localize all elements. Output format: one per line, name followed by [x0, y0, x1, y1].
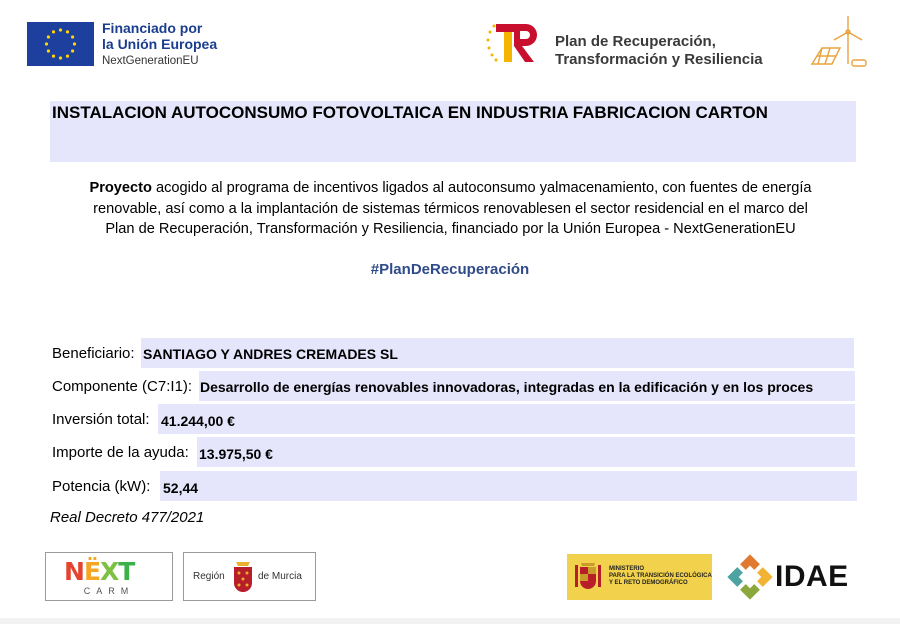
- prtr-line-2: Transformación y Resiliencia: [555, 51, 763, 68]
- beneficiario-value: SANTIAGO Y ANDRES CREMADES SL: [143, 346, 398, 362]
- region-murcia-logo: [183, 552, 316, 601]
- description-line-3: Plan de Recuperación, Transformación y Resiliencia, financiado por la Unión Europea - NextGenerationEU: [105, 221, 796, 237]
- eu-flag-icon: [27, 22, 94, 66]
- wind-solar-icon: [808, 14, 872, 72]
- project-description: [48, 178, 853, 240]
- importe-label: Importe de la ayuda:: [52, 444, 189, 461]
- eu-line-2: la Unión Europea: [102, 36, 218, 53]
- bottom-divider: [0, 618, 900, 624]
- idae-wordmark: IDAE: [775, 560, 849, 593]
- ministerio-logo: [567, 554, 712, 600]
- potencia-label: Potencia (kW):: [52, 478, 151, 495]
- eu-line-3: NextGenerationEU: [102, 55, 199, 68]
- real-decreto: Real Decreto 477/2021: [50, 509, 205, 526]
- region-label: Región: [193, 571, 225, 582]
- componente-value: Desarrollo de energías renovables innovadoras, integradas en la edificación y en los proces: [200, 379, 814, 395]
- project-title: INSTALACION AUTOCONSUMO FOTOVOLTAICA EN INDUSTRIA FABRICACION CARTON: [52, 103, 768, 122]
- eu-funding-label: [102, 20, 217, 68]
- inversion-box: [158, 404, 855, 434]
- beneficiario-label: Beneficiario:: [52, 345, 135, 362]
- prtr-label: [555, 33, 763, 69]
- description-line-2: renovable, así como a la implantación de sistemas térmicos renovablesen el sector residencial en el marco del: [93, 200, 808, 217]
- prtr-line-1: Plan de Recuperación,: [555, 33, 716, 50]
- de-murcia-label: de Murcia: [258, 571, 302, 582]
- potencia-box: [160, 471, 857, 501]
- eu-line-1: Financiado por: [102, 20, 203, 36]
- importe-value: 13.975,50 €: [199, 446, 273, 462]
- inversion-value: 41.244,00 €: [161, 413, 235, 429]
- description-line-1: acogido al programa de incentivos ligados al autoconsumo yalmacenamiento, con fuentes de energía: [151, 180, 812, 196]
- importe-box: [197, 437, 855, 467]
- componente-box: [199, 371, 855, 401]
- prtr-logo-icon: [484, 18, 542, 68]
- componente-label: Componente (C7:I1):: [52, 378, 193, 395]
- next-wordmark: NËXT: [64, 557, 135, 586]
- carm-wordmark: CARM: [83, 586, 135, 596]
- inversion-label: Inversión total:: [52, 411, 150, 428]
- project-lead: Proyecto: [89, 180, 152, 196]
- hashtag: #PlanDeRecuperación: [370, 261, 530, 278]
- potencia-value: 52,44: [163, 480, 199, 496]
- idae-mark-icon: [726, 553, 774, 601]
- next-carm-logo: [45, 552, 173, 601]
- spain-coat-of-arms-icon: [573, 559, 603, 595]
- murcia-shield-icon: [232, 558, 254, 596]
- ministerio-text: MINISTERIO PARA LA TRANSICIÓN ECOLÓGICA Y EL RETO DEMOGRÁFICO: [609, 566, 712, 586]
